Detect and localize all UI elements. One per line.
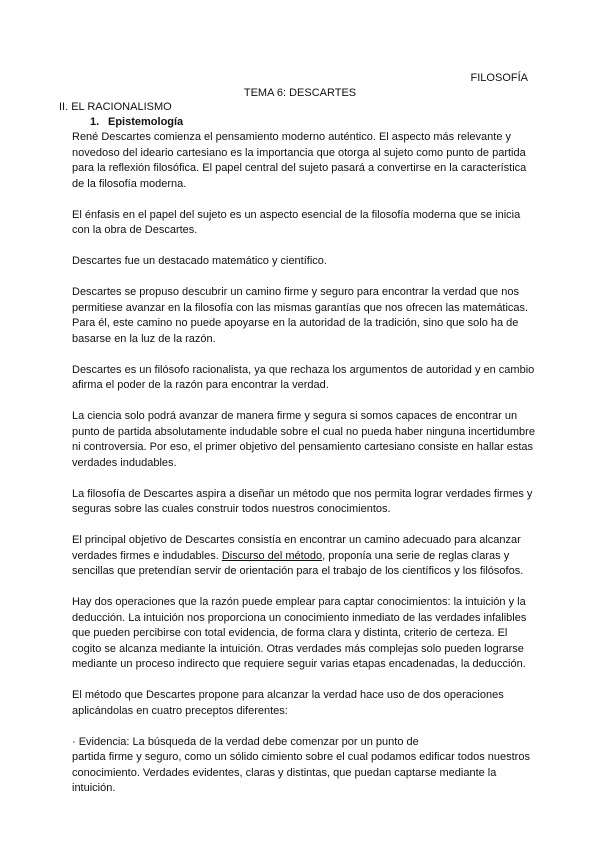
subsection-heading	[90, 116, 183, 128]
paragraph: René Descartes comienza el pensamiento moderno auténtico. El aspecto más relevante y novedoso del ideario cartesiano es la importancia que otorga al sujeto como punto de partida para la reflexión filosófica. El papel central del sujeto pasará a convertirse en la característica de la filosofía moderna.	[72, 131, 527, 190]
method-text-before: El principal objetivo de Descartes consistía en encontrar un camino adecuado para alcanzar verdades firmes e indudables.	[72, 534, 521, 562]
paragraph: Descartes fue un destacado matemático y científico.	[72, 255, 327, 267]
paragraph: Descartes es un filósofo racionalista, ya que rechaza los argumentos de autoridad y en cambio afirma el poder de la razón para encontrar la verdad.	[72, 363, 535, 391]
paragraph: El énfasis en el papel del sujeto es un aspecto esencial de la filosofía moderna que se inicia con la obra de Descartes.	[72, 208, 521, 236]
paragraph: La filosofía de Descartes aspira a diseñar un método que nos permita lograr verdades firmes y seguras sobre las cuales construir todos nuestros conocimientos.	[72, 487, 533, 515]
evidence-item-line: · Evidencia: La búsqueda de la verdad debe comenzar por un punto de	[72, 735, 419, 748]
paragraph: La ciencia solo podrá avanzar de manera firme y segura si somos capaces de encontrar un punto de partida absolutamente indudable sobre el cual no pueda haber ninguna incertidumbre ni controversia. Por eso, el primer objetivo del pensamiento cartesiano consiste en hallar estas verdades indudables.	[72, 410, 535, 469]
subject-header: FILOSOFÍA	[470, 72, 528, 84]
paragraph: Descartes se propuso descubrir un camino firme y seguro para encontrar la verdad que nos permitiese avanzar en la filosofía con las mismas garantías que nos ofrecen las matemáticas. Para él, este camino no puede apoyarse en la autoridad de la tradición, sino que solo ha de basarse en la luz de la razón.	[72, 286, 529, 345]
evidence-item-text: partida firme y seguro, como un sólido cimiento sobre el cual podamos edificar todos nuestros conocimiento. Verdades evidentes, claras y distintas, que puedan captarse mediante la intuición.	[72, 751, 530, 794]
discurso-del-metodo-title: Discurso del método	[221, 549, 323, 562]
method-text-after: , proponía una serie de reglas claras y sencillas que pretendían servir de orientación para el trabajo de los científicos y los filósofos.	[72, 549, 524, 577]
theme-title: TEMA 6: DESCARTES	[243, 87, 357, 99]
subsection-title: Epistemología	[108, 116, 184, 128]
paragraph: Hay dos operaciones que la razón puede emplear para captar conocimientos: la intuición y la deducción. La intuición nos proporciona un conocimiento inmediato de las verdades infalibles que pueden percibirse con total evidencia, de forma clara y distinta, criterio de certeza. El cogito se alcanza mediante la intuición. Otras verdades más complejas solo pueden lograrse mediante un proceso indirecto que requiere seguir varias etapas encadenadas, la deducción.	[72, 596, 527, 670]
paragraph: El método que Descartes propone para alcanzar la verdad hace uso de dos operaciones aplicándolas en cuatro preceptos diferentes:	[72, 689, 504, 717]
subsection-number: 1.	[90, 116, 100, 128]
document-body	[72, 130, 536, 797]
method-paragraph	[72, 533, 536, 580]
section-heading: II. EL RACIONALISMO	[59, 101, 172, 113]
